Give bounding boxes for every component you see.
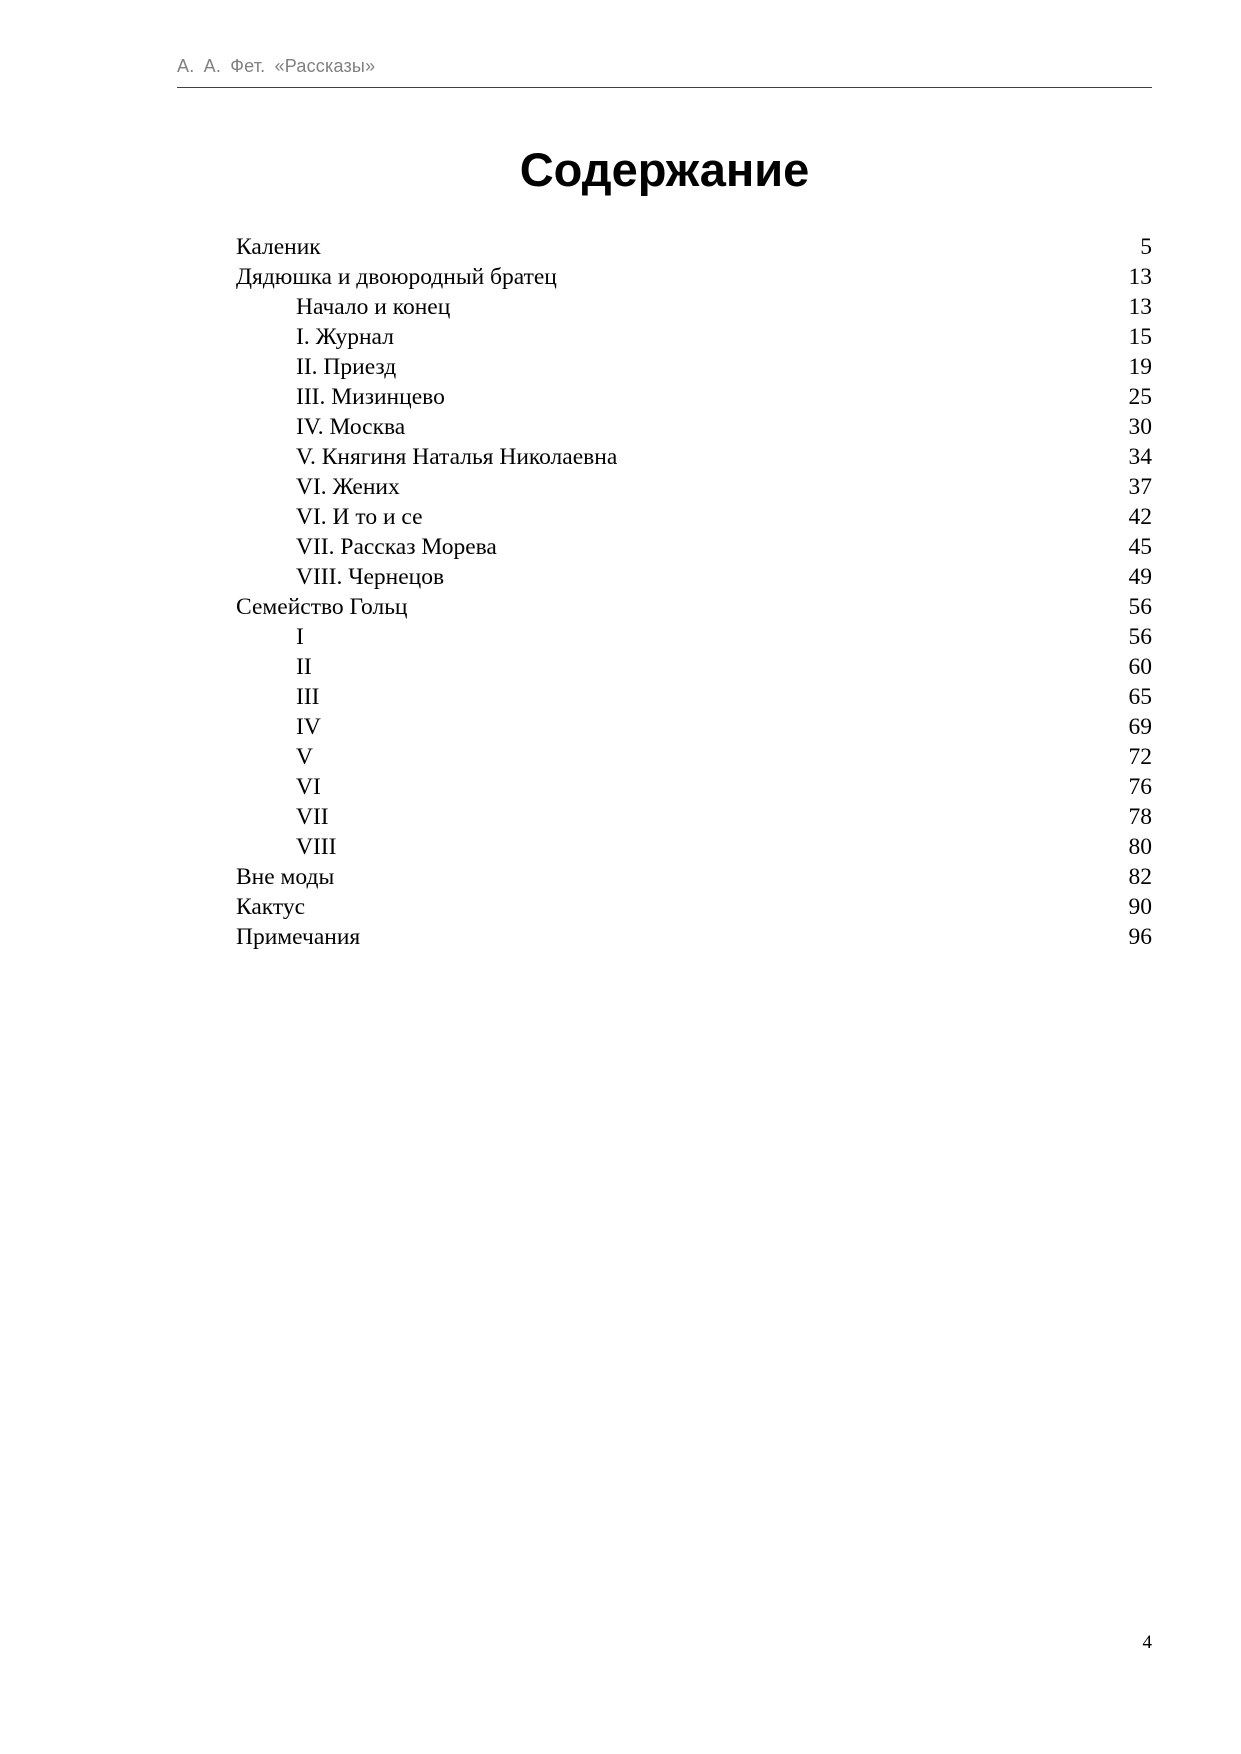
toc-entry-page: 25 — [1128, 384, 1152, 410]
toc-entry-page: 42 — [1128, 504, 1152, 530]
toc-entry-title: Начало и конец — [296, 294, 451, 320]
toc-entry-title: Кактус — [236, 894, 306, 920]
toc-entry-title: V — [296, 744, 313, 770]
toc-entry-title: III. Мизинцево — [296, 384, 445, 410]
toc-entry-title: VIII — [296, 834, 337, 860]
page-number: 4 — [1142, 1632, 1152, 1653]
toc-entry[interactable] — [236, 682, 1152, 712]
toc-entry[interactable] — [236, 922, 1152, 952]
toc-entry[interactable] — [236, 742, 1152, 772]
toc-entry-page: 60 — [1128, 654, 1152, 680]
toc-entry-page: 80 — [1128, 834, 1152, 860]
toc-entry[interactable] — [236, 472, 1152, 502]
toc-entry[interactable] — [236, 232, 1152, 262]
toc-entry[interactable] — [236, 592, 1152, 622]
toc-entry-title: VIII. Чернецов — [296, 564, 445, 590]
toc-entry[interactable] — [236, 322, 1152, 352]
toc-entry-page: 76 — [1128, 774, 1152, 800]
toc-entry-title: IV — [296, 714, 321, 740]
toc-entry-page: 49 — [1128, 564, 1152, 590]
toc-entry[interactable] — [236, 502, 1152, 532]
toc-entry-page: 82 — [1128, 864, 1152, 890]
toc-entry-title: I — [296, 624, 304, 650]
toc-entry-page: 19 — [1128, 354, 1152, 380]
toc-entry[interactable] — [236, 532, 1152, 562]
toc-entry-page: 69 — [1128, 714, 1152, 740]
toc-entry-title: V. Княгиня Наталья Николаевна — [296, 444, 618, 470]
toc-entry-page: 45 — [1128, 534, 1152, 560]
toc-entry-title: Семейство Гольц — [236, 594, 408, 620]
table-of-contents — [236, 232, 1152, 952]
toc-entry-page: 96 — [1128, 924, 1152, 950]
toc-entry[interactable] — [236, 292, 1152, 322]
toc-entry-title: Примечания — [236, 924, 361, 950]
toc-entry[interactable] — [236, 832, 1152, 862]
toc-entry-page: 13 — [1128, 294, 1152, 320]
toc-entry-page: 90 — [1128, 894, 1152, 920]
toc-entry[interactable] — [236, 622, 1152, 652]
toc-entry[interactable] — [236, 772, 1152, 802]
toc-entry-page: 72 — [1128, 744, 1152, 770]
toc-entry-page: 34 — [1128, 444, 1152, 470]
toc-entry-page: 15 — [1128, 324, 1152, 350]
toc-entry[interactable] — [236, 262, 1152, 292]
toc-entry[interactable] — [236, 352, 1152, 382]
toc-entry-page: 56 — [1128, 624, 1152, 650]
toc-entry-page: 5 — [1140, 234, 1152, 260]
toc-entry[interactable] — [236, 412, 1152, 442]
toc-entry-title: Дядюшка и двоюродный братец — [236, 264, 557, 290]
toc-entry-title: VI — [296, 774, 321, 800]
toc-entry-title: II. Приезд — [296, 354, 397, 380]
toc-entry-title: Каленик — [236, 234, 321, 260]
toc-entry[interactable] — [236, 862, 1152, 892]
toc-entry-page: 13 — [1128, 264, 1152, 290]
page-title: Содержание — [519, 143, 810, 196]
toc-entry[interactable] — [236, 382, 1152, 412]
toc-entry-page: 78 — [1128, 804, 1152, 830]
toc-entry-page: 65 — [1128, 684, 1152, 710]
toc-entry-title: VII — [296, 804, 329, 830]
toc-entry-title: VI. И то и се — [296, 504, 423, 530]
header-divider — [177, 87, 1152, 88]
toc-entry-title: VII. Рассказ Морева — [296, 534, 497, 560]
toc-entry[interactable] — [236, 712, 1152, 742]
toc-entry[interactable] — [236, 442, 1152, 472]
toc-entry[interactable] — [236, 802, 1152, 832]
toc-entry-page: 56 — [1128, 594, 1152, 620]
toc-entry-title: VI. Жених — [296, 474, 400, 500]
toc-entry-title: II — [296, 654, 312, 680]
toc-entry-title: Вне моды — [236, 864, 335, 890]
toc-entry-page: 37 — [1128, 474, 1152, 500]
running-header: А. А. Фет. «Рассказы» — [177, 56, 376, 76]
toc-entry-title: I. Журнал — [296, 324, 394, 350]
toc-entry[interactable] — [236, 652, 1152, 682]
toc-entry[interactable] — [236, 562, 1152, 592]
toc-entry-title: IV. Москва — [296, 414, 406, 440]
toc-entry-title: III — [296, 684, 320, 710]
toc-entry[interactable] — [236, 892, 1152, 922]
toc-entry-page: 30 — [1128, 414, 1152, 440]
